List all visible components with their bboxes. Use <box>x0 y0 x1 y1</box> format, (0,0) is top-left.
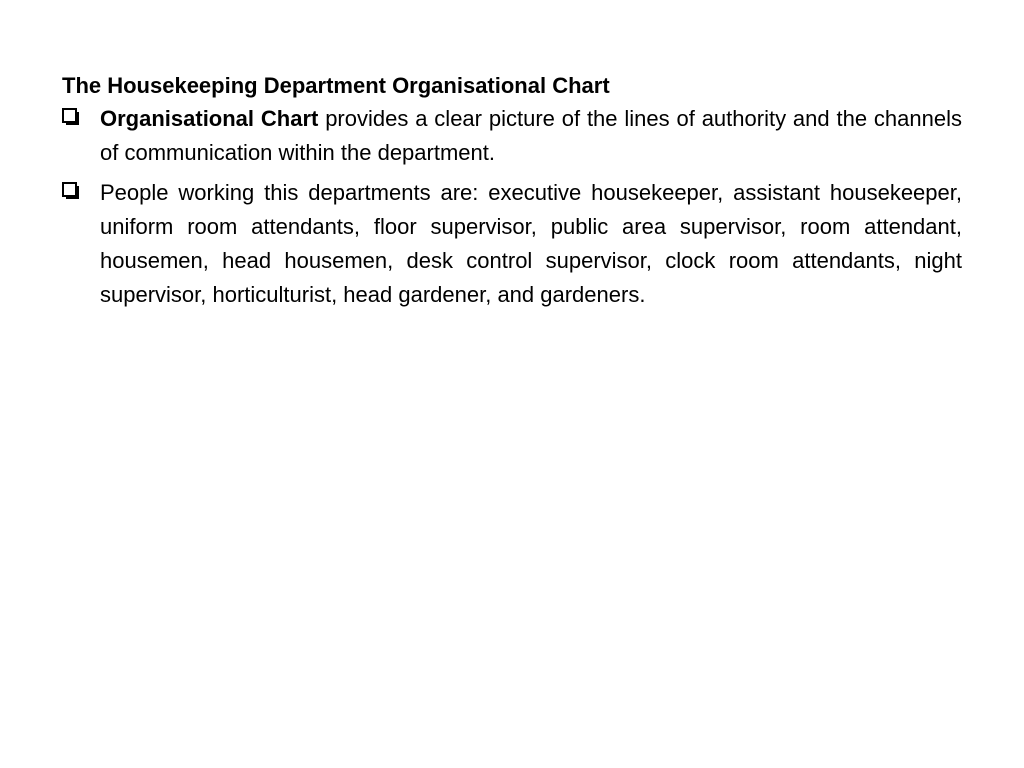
slide-heading: The Housekeeping Department Organisational Chart <box>62 73 610 98</box>
bullet-bold-lead: Organisational Chart <box>100 106 319 131</box>
hollow-square-bullet-icon <box>62 182 80 200</box>
bullet-item <box>62 176 962 312</box>
bullet-item <box>62 102 962 170</box>
bullet-text <box>100 176 962 312</box>
bullet-list <box>62 102 962 312</box>
bullet-body: provides a clear picture of the lines of authority and the channels of communication within the department. <box>100 106 962 165</box>
bullet-text <box>100 102 962 170</box>
slide-content <box>62 70 962 318</box>
hollow-square-bullet-icon <box>62 108 80 126</box>
bullet-body: People working this departments are: executive housekeeper, assistant housekeeper, uniform room attendants, floor supervisor, public area supervisor, room attendant, housemen, head housemen, desk control supervisor, clock room attendants, night supervisor, horticulturist, head gardener, and gardeners. <box>100 180 962 307</box>
